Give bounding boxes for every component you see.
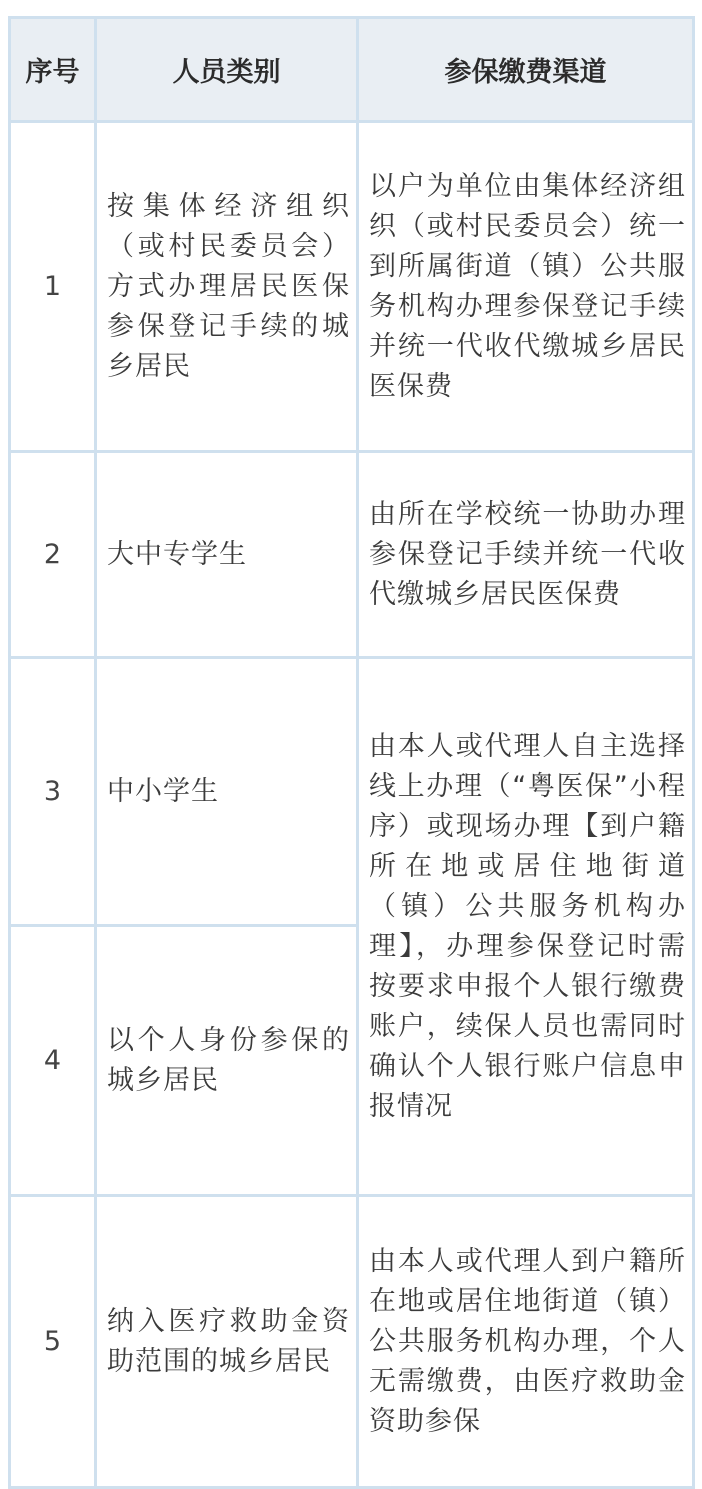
row-channel: 由本人或代理人到户籍所在地或居住地街道（镇）公共服务机构办理，个人无需缴费，由医疗救助金资助参保 [358,1196,694,1488]
table-row [10,122,694,452]
row-num: 5 [10,1196,96,1488]
row-num: 3 [10,658,96,926]
row-channel-merged: 由本人或代理人自主选择线上办理（“粤医保”小程序）或现场办理【到户籍所在地或居住地街道（镇）公共服务机构办理】，办理参保登记时需按要求申报个人银行缴费账户，续保人员也需同时确认个人银行账户信息申报情况 [358,658,694,1196]
header-channel: 参保缴费渠道 [358,18,694,122]
row-num: 1 [10,122,96,452]
row-category: 纳入医疗救助金资助范围的城乡居民 [96,1196,358,1488]
table-row [10,452,694,658]
row-category: 按集体经济组织（或村民委员会）方式办理居民医保参保登记手续的城乡居民 [96,122,358,452]
header-category: 人员类别 [96,18,358,122]
row-category: 大中专学生 [96,452,358,658]
header-num: 序号 [10,18,96,122]
row-category: 中小学生 [96,658,358,926]
table-header-row [10,18,694,122]
row-num: 4 [10,926,96,1196]
row-channel: 以户为单位由集体经济组织（或村民委员会）统一到所属街道（镇）公共服务机构办理参保登记手续并统一代收代缴城乡居民医保费 [358,122,694,452]
row-category: 以个人身份参保的城乡居民 [96,926,358,1196]
row-channel: 由所在学校统一协助办理参保登记手续并统一代收代缴城乡居民医保费 [358,452,694,658]
row-num: 2 [10,452,96,658]
insurance-channel-table [8,16,695,1489]
table-row [10,658,694,926]
table-row [10,1196,694,1488]
